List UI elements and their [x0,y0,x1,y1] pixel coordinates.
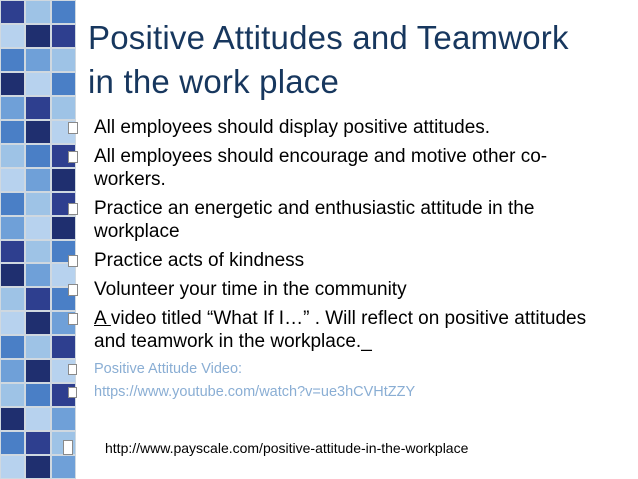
mosaic-tile [51,48,76,72]
bullet-item: Volunteer your time in the community [68,278,608,301]
mosaic-tile [0,263,25,287]
mosaic-tile [0,407,25,431]
mosaic-tile [0,120,25,144]
bullet-item-link-label: Positive Attitude Video: [68,359,608,379]
mosaic-tile [25,335,50,359]
mosaic-tile [25,431,50,455]
bullet-box-icon [68,203,78,215]
bullet-item: All employees should encourage and motive other co-workers. [68,145,608,191]
bullet-item: Practice acts of kindness [68,249,608,272]
mosaic-tile [51,455,76,479]
mosaic-tile [0,311,25,335]
mosaic-tile [0,359,25,383]
mosaic-tile [51,407,76,431]
mosaic-tile [0,48,25,72]
mosaic-tile [25,287,50,311]
mosaic-tile [25,48,50,72]
bullet-box-icon [68,151,78,163]
mosaic-tile [25,359,50,383]
mosaic-tile [0,335,25,359]
mosaic-tile [51,24,76,48]
bullet-box-icon [63,440,73,455]
youtube-link[interactable]: https://www.youtube.com/watch?v=ue3hCVHtZZY [94,384,416,400]
mosaic-tile [25,0,50,24]
mosaic-tile [0,168,25,192]
bullet-item: Practice an energetic and enthusiastic attitude in the workplace [68,197,608,243]
mosaic-tile [0,72,25,96]
bullet-box-icon [68,364,77,375]
mosaic-tile [25,144,50,168]
mosaic-tile [25,24,50,48]
mosaic-tile [25,383,50,407]
mosaic-tile [25,120,50,144]
mosaic-tile [0,383,25,407]
mosaic-tile [25,168,50,192]
bullet-box-icon [68,255,78,267]
mosaic-tile [0,240,25,264]
mosaic-tile [25,216,50,240]
video-trail: _ [361,331,372,352]
mosaic-tile [25,407,50,431]
mosaic-tile [0,216,25,240]
mosaic-tile [25,96,50,120]
mosaic-tile [25,311,50,335]
mosaic-tile [25,263,50,287]
mosaic-tile [0,192,25,216]
mosaic-tile [51,0,76,24]
title-line-2: in the work place [88,63,340,100]
decorative-mosaic-sidebar [0,0,76,479]
mosaic-tile [0,0,25,24]
mosaic-tile [25,240,50,264]
bullet-box-icon [68,122,78,134]
mosaic-tile [25,72,50,96]
mosaic-tile [51,72,76,96]
mosaic-tile [0,24,25,48]
mosaic-tile [25,192,50,216]
bullet-item-video [68,307,608,353]
mosaic-tile [25,455,50,479]
title-line-1: Positive Attitudes and Teamwork [88,19,569,56]
bullet-item: All employees should display positive attitudes. [68,116,608,139]
mosaic-tile [0,455,25,479]
mosaic-tile [0,144,25,168]
bullet-list [68,116,608,405]
bullet-box-icon [68,284,78,296]
mosaic-tile [0,287,25,311]
video-lead: A [94,308,111,329]
slide-title [88,16,628,104]
video-text: video titled “What If I…” . Will reflect on positive attitudes and teamwork in the workplace. [94,308,587,352]
bullet-box-icon [68,313,78,325]
mosaic-tile [0,96,25,120]
bullet-box-icon [68,387,77,398]
source-citation [63,440,468,456]
bullet-item-link[interactable] [68,382,608,402]
source-url: http://www.payscale.com/positive-attitude-in-the-workplace [105,440,469,456]
mosaic-tile [0,431,25,455]
